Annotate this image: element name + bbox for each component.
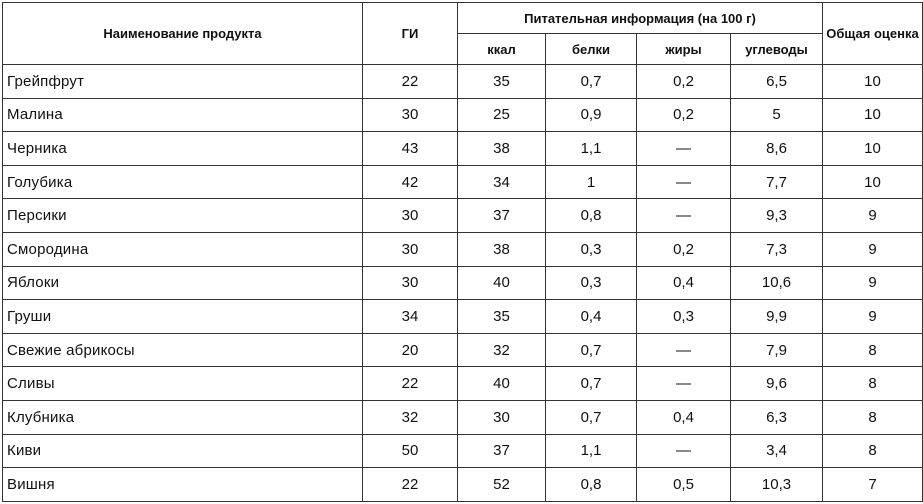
table-row — [3, 266, 923, 300]
kcal-cell: 52 — [458, 468, 546, 502]
score-cell: 8 — [823, 333, 923, 367]
gi-cell: 20 — [363, 333, 458, 367]
header-product-name: Наименование продукта — [3, 3, 363, 65]
table-row — [3, 468, 923, 502]
carbs-cell: 9,9 — [731, 300, 823, 334]
table-row — [3, 300, 923, 334]
protein-cell: 0,8 — [546, 199, 637, 233]
product-name-cell: Груши — [3, 300, 363, 334]
product-name-cell: Вишня — [3, 468, 363, 502]
header-kcal: ккал — [458, 34, 546, 65]
product-name-cell: Яблоки — [3, 266, 363, 300]
protein-cell: 0,7 — [546, 400, 637, 434]
product-table — [2, 2, 923, 502]
kcal-cell: 32 — [458, 333, 546, 367]
protein-cell: 0,9 — [546, 98, 637, 132]
kcal-cell: 40 — [458, 367, 546, 401]
kcal-cell: 38 — [458, 232, 546, 266]
header-protein: белки — [546, 34, 637, 65]
score-cell: 9 — [823, 199, 923, 233]
score-cell: 9 — [823, 232, 923, 266]
product-name-cell: Смородина — [3, 232, 363, 266]
fat-cell: 0,2 — [637, 232, 731, 266]
table-row — [3, 132, 923, 166]
kcal-cell: 34 — [458, 165, 546, 199]
table-row — [3, 333, 923, 367]
carbs-cell: 3,4 — [731, 434, 823, 468]
fat-cell: 0,4 — [637, 400, 731, 434]
gi-cell: 22 — [363, 468, 458, 502]
score-cell: 10 — [823, 98, 923, 132]
product-name-cell: Голубика — [3, 165, 363, 199]
product-name-cell: Черника — [3, 132, 363, 166]
carbs-cell: 7,7 — [731, 165, 823, 199]
gi-cell: 30 — [363, 98, 458, 132]
table-row — [3, 165, 923, 199]
carbs-cell: 7,9 — [731, 333, 823, 367]
carbs-cell: 6,5 — [731, 65, 823, 99]
protein-cell: 1,1 — [546, 132, 637, 166]
score-cell: 8 — [823, 434, 923, 468]
gi-cell: 30 — [363, 232, 458, 266]
carbs-cell: 9,3 — [731, 199, 823, 233]
header-gi: ГИ — [363, 3, 458, 65]
kcal-cell: 30 — [458, 400, 546, 434]
gi-cell: 34 — [363, 300, 458, 334]
gi-cell: 32 — [363, 400, 458, 434]
protein-cell: 0,4 — [546, 300, 637, 334]
protein-cell: 0,7 — [546, 333, 637, 367]
header-nutrition-group: Питательная информация (на 100 г) — [458, 3, 823, 34]
protein-cell: 1 — [546, 165, 637, 199]
protein-cell: 0,7 — [546, 65, 637, 99]
fat-cell: — — [637, 367, 731, 401]
table-row — [3, 367, 923, 401]
kcal-cell: 35 — [458, 65, 546, 99]
gi-cell: 42 — [363, 165, 458, 199]
product-name-cell: Киви — [3, 434, 363, 468]
protein-cell: 0,8 — [546, 468, 637, 502]
product-name-cell: Персики — [3, 199, 363, 233]
gi-cell: 43 — [363, 132, 458, 166]
fat-cell: 0,2 — [637, 98, 731, 132]
kcal-cell: 25 — [458, 98, 546, 132]
carbs-cell: 9,6 — [731, 367, 823, 401]
fat-cell: — — [637, 132, 731, 166]
carbs-cell: 5 — [731, 98, 823, 132]
fat-cell: — — [637, 333, 731, 367]
kcal-cell: 35 — [458, 300, 546, 334]
header-carbs: углеводы — [731, 34, 823, 65]
header-row — [3, 3, 923, 34]
product-name-cell: Свежие абрикосы — [3, 333, 363, 367]
carbs-cell: 10,6 — [731, 266, 823, 300]
fat-cell: — — [637, 434, 731, 468]
score-cell: 10 — [823, 132, 923, 166]
fat-cell: 0,4 — [637, 266, 731, 300]
gi-cell: 22 — [363, 367, 458, 401]
kcal-cell: 37 — [458, 199, 546, 233]
protein-cell: 0,3 — [546, 266, 637, 300]
kcal-cell: 37 — [458, 434, 546, 468]
protein-cell: 1,1 — [546, 434, 637, 468]
product-name-cell: Клубника — [3, 400, 363, 434]
table-row — [3, 98, 923, 132]
score-cell: 7 — [823, 468, 923, 502]
table-row — [3, 199, 923, 233]
product-name-cell: Грейпфрут — [3, 65, 363, 99]
table-row — [3, 434, 923, 468]
score-cell: 9 — [823, 266, 923, 300]
product-name-cell: Малина — [3, 98, 363, 132]
gi-cell: 22 — [363, 65, 458, 99]
score-cell: 10 — [823, 65, 923, 99]
fat-cell: 0,3 — [637, 300, 731, 334]
table-row — [3, 400, 923, 434]
score-cell: 8 — [823, 400, 923, 434]
table-body — [3, 65, 923, 502]
product-name-cell: Сливы — [3, 367, 363, 401]
score-cell: 10 — [823, 165, 923, 199]
carbs-cell: 8,6 — [731, 132, 823, 166]
carbs-cell: 7,3 — [731, 232, 823, 266]
score-cell: 9 — [823, 300, 923, 334]
kcal-cell: 40 — [458, 266, 546, 300]
score-cell: 8 — [823, 367, 923, 401]
table-row — [3, 65, 923, 99]
gi-cell: 50 — [363, 434, 458, 468]
protein-cell: 0,3 — [546, 232, 637, 266]
table-row — [3, 232, 923, 266]
carbs-cell: 6,3 — [731, 400, 823, 434]
gi-cell: 30 — [363, 266, 458, 300]
protein-cell: 0,7 — [546, 367, 637, 401]
kcal-cell: 38 — [458, 132, 546, 166]
fat-cell: 0,2 — [637, 65, 731, 99]
gi-cell: 30 — [363, 199, 458, 233]
header-fat: жиры — [637, 34, 731, 65]
header-overall-score: Общая оценка — [823, 3, 923, 65]
fat-cell: 0,5 — [637, 468, 731, 502]
fat-cell: — — [637, 165, 731, 199]
fat-cell: — — [637, 199, 731, 233]
carbs-cell: 10,3 — [731, 468, 823, 502]
